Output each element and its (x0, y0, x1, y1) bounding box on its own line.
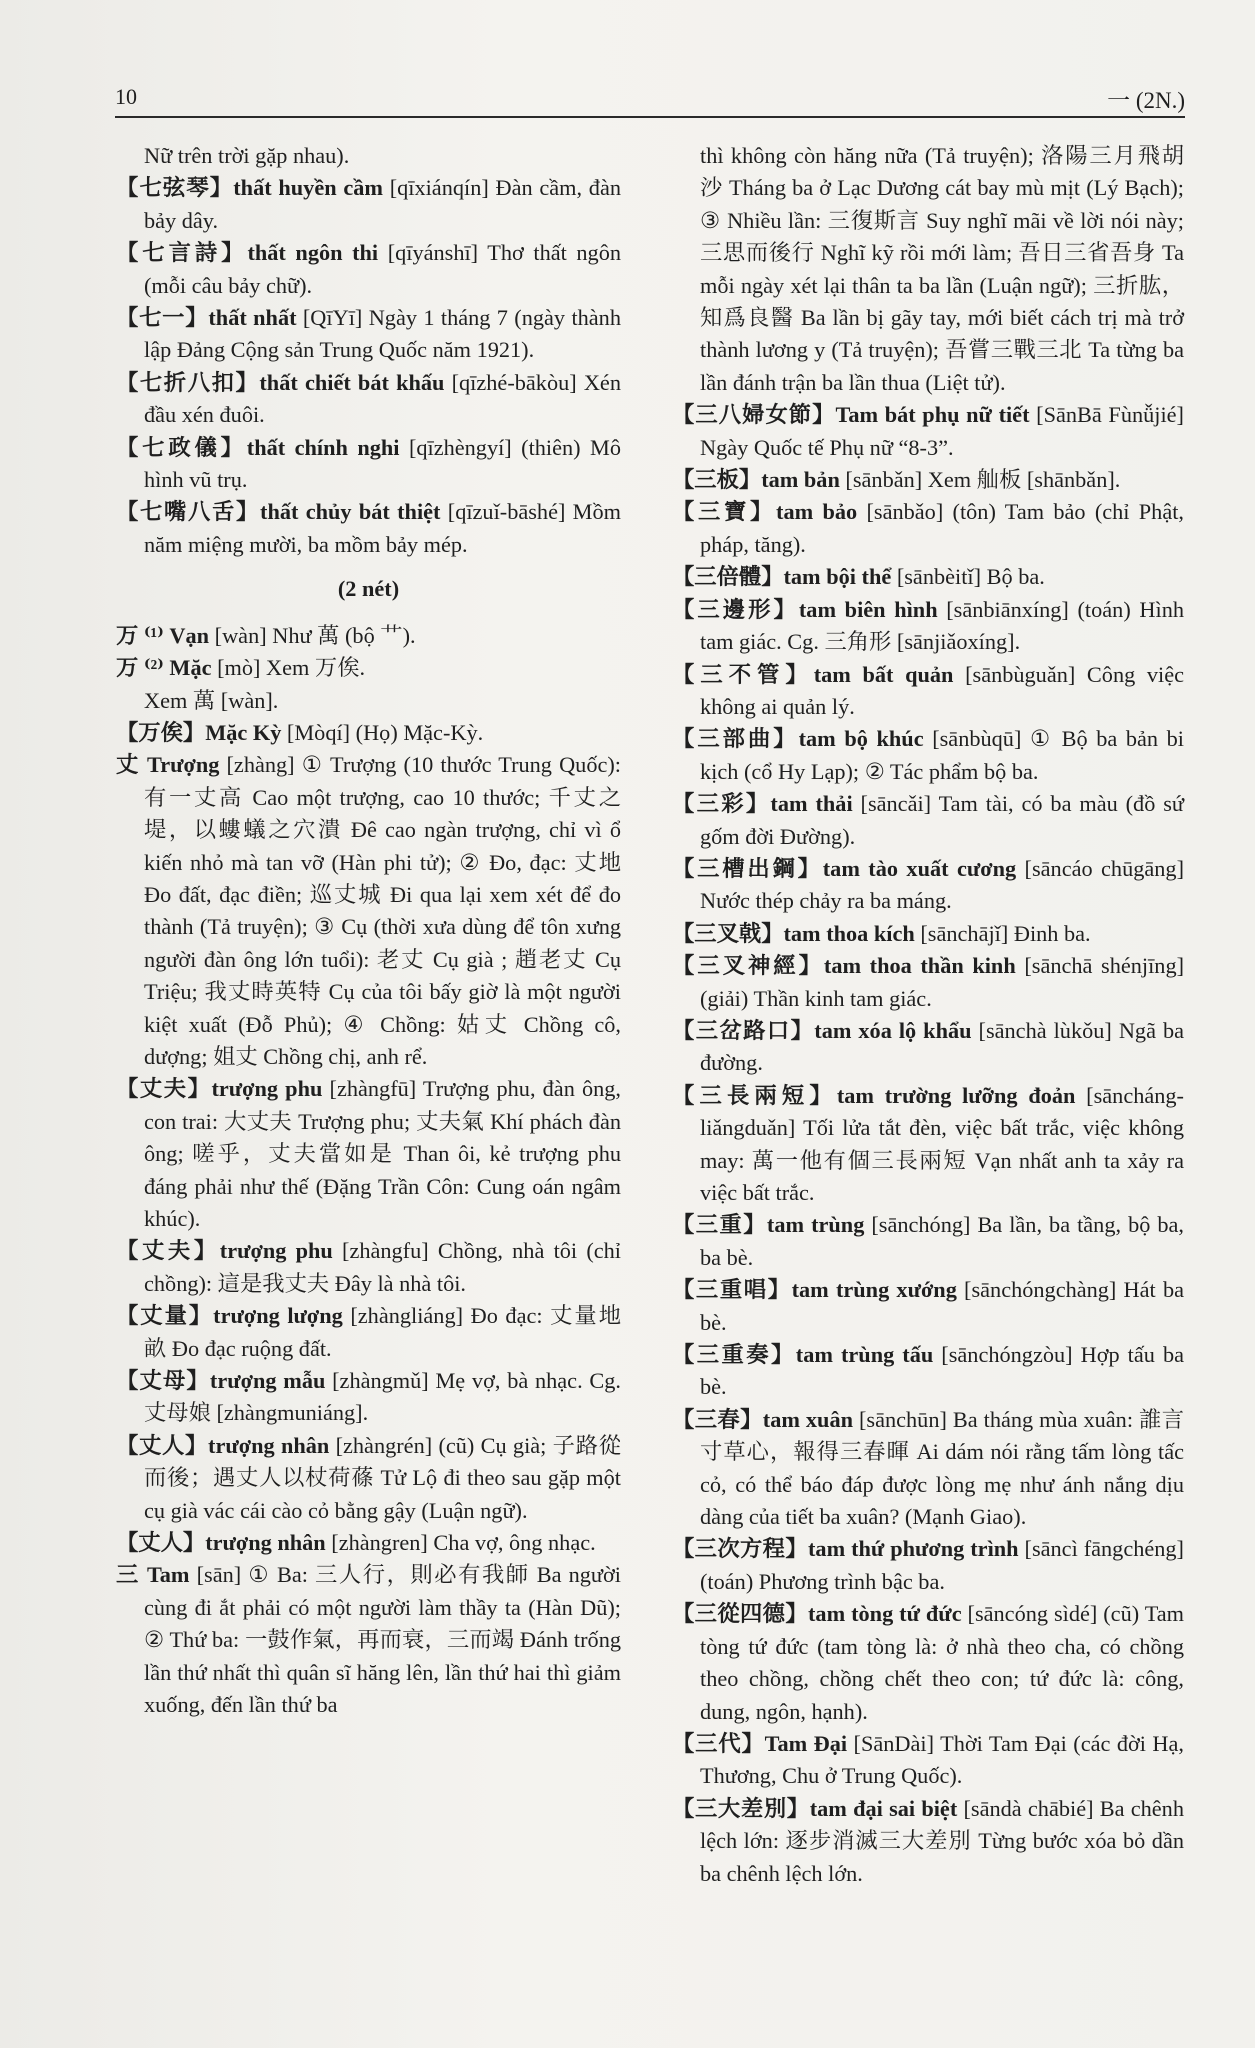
dictionary-entry (116, 140, 621, 172)
dictionary-entry (116, 1527, 621, 1559)
entry-definition: [sānbèitǐ] Bộ ba. (891, 564, 1045, 590)
entry-definition: [sānbùguǎn] Công việc không ai quản lý. (700, 661, 1185, 719)
entry-definition: [sānchūn] Ba tháng mùa xuân: 誰言寸草心，報得三春暉 Ai dám nói rằng tấm lòng tấc cỏ, có thể báo đáp được lòng mẹ như ánh nắng dịu dàng của tiết ba xuân? (Mạnh Giao). (700, 1406, 1184, 1530)
entry-headword: 【三長兩短】tam trường lưỡng đoản (672, 1082, 1076, 1108)
entry-headword: 【万俟】Mặc Kỳ (116, 719, 282, 745)
entry-definition: [qīzuǐ-bāshé] Mồm năm miệng mười, ba mồm bảy mép. (144, 499, 621, 557)
entry-headword: 【七政儀】thất chính nghi (116, 434, 400, 460)
dictionary-entry (116, 717, 621, 749)
entry-headword: 万 ⁽²⁾ Mặc (116, 655, 212, 681)
dictionary-entry (672, 594, 1184, 659)
entry-definition: [sāncháng-liǎngduǎn] Tối lửa tắt đèn, việc bất trắc, việc không may: 萬一他有個三長兩短 Vạn nhất anh ta xảy ra việc bất trắc. (700, 1082, 1184, 1205)
dictionary-entry (116, 1365, 621, 1430)
entry-definition: [sānbùqū] ① Bộ ba bản bi kịch (cổ Hy Lạp); ② Tác phẩm bộ ba. (700, 726, 1184, 784)
entry-definition: [sānbiānxíng] (toán) Hình tam giác. Cg. 三角形 [sānjiǎoxíng]. (700, 596, 1184, 655)
dictionary-entry (116, 172, 621, 237)
dictionary-entry (116, 1430, 621, 1527)
dictionary-entry (116, 496, 621, 561)
entry-headword: 【七一】thất nhất (116, 305, 297, 331)
entry-definition: [zhàngren] Cha vợ, ông nhạc. (325, 1530, 596, 1556)
dictionary-entry (672, 723, 1184, 788)
entry-headword: 【七嘴八舌】thất chủy bát thiệt (116, 499, 441, 525)
dictionary-entry (672, 464, 1184, 496)
entry-definition: [qīzhé-bākòu] Xén đầu xén đuôi. (144, 369, 621, 428)
dictionary-entry (672, 1598, 1184, 1728)
dictionary-entry (116, 1073, 621, 1235)
entry-headword: 【三邊形】tam biên hình (672, 596, 938, 622)
entry-definition: [zhàng] ① Trượng (10 thước Trung Quốc): 有一丈高 Cao một trượng, cao 10 thước; 千丈之堤，以螻蟻之穴潰 Đê cao ngàn trượng, chỉ vì ổ kiến nhỏ mà tan vỡ (Hàn phi tử); ② Đo, đạc: 丈地 Đo đất, đạc điền; 巡丈城 Đi qua lại xem xét để đo thành (Tả truyện); ③ Cụ (thời xưa dùng để tôn xưng người đàn ông lớn tuổi): 老丈 Cụ già ; 趙老丈 Cụ Triệu; 我丈時英特 Cụ của tôi bấy giờ là một người kiệt xuất (Đỗ Phủ); ④ Chồng: 姑丈 Chồng cô, dượng; 姐丈 Chồng chị, anh rể. (144, 752, 621, 1069)
entry-definition: [qīzhèngyí] (thiên) Mô hình vũ trụ. (144, 434, 622, 493)
dictionary-entry (116, 367, 621, 432)
entry-definition: [sānchā shénjīng] (giải) Thần kinh tam giác. (700, 953, 1185, 1011)
dictionary-entry (116, 620, 621, 652)
entry-definition: [qīyánshī] Thơ thất ngôn (mỗi câu bảy chữ). (144, 240, 621, 298)
entry-headword: 【丈夫】trượng phu (116, 1076, 323, 1102)
dictionary-entry (672, 1404, 1184, 1534)
entry-headword: 【三部曲】tam bộ khúc (672, 726, 924, 752)
entry-definition: [sānchóngchàng] Hát ba bè. (700, 1277, 1184, 1335)
entry-headword: 【七折八扣】thất chiết bát khấu (116, 369, 445, 395)
page-number: 10 (115, 84, 137, 109)
entry-definition: [Mòqí] (Họ) Mặc-Kỳ. (281, 719, 484, 745)
entry-definition: [sānbǎn] Xem 舢板 [shānbǎn]. (839, 467, 1121, 493)
entry-definition: [sāndà chābié] Ba chênh lệch lớn: 逐步消滅三大差別 Từng bước xóa bỏ dần ba chênh lệch lớn. (700, 1795, 1184, 1886)
dictionary-entry (116, 302, 621, 367)
dictionary-entry (116, 237, 621, 302)
entry-headword: 三 Tam (116, 1562, 190, 1588)
right-column (672, 140, 1184, 1890)
dictionary-entry (672, 1209, 1184, 1274)
entry-definition: [QīYī] Ngày 1 tháng 7 (ngày thành lập Đảng Cộng sản Trung Quốc năm 1921). (144, 305, 621, 363)
entry-headword: 【三春】tam xuân (672, 1406, 854, 1432)
dictionary-entry (672, 1793, 1184, 1890)
dictionary-entry (672, 1015, 1184, 1080)
entry-definition: [sānchóngzòu] Hợp tấu ba bè. (700, 1342, 1184, 1400)
left-column (116, 140, 621, 1722)
entry-headword: 【丈人】trượng nhân (116, 1530, 326, 1556)
entry-definition: [SānBā Fùnǚjié] Ngày Quốc tế Phụ nữ “8-3”. (700, 402, 1184, 460)
entry-headword: 万 ⁽¹⁾ Vạn (116, 622, 210, 648)
entry-headword: 【三重奏】tam trùng tấu (672, 1342, 934, 1368)
dictionary-entry (672, 1339, 1184, 1404)
entry-headword: 丈 Trượng (116, 752, 220, 778)
dictionary-entry (672, 659, 1184, 724)
section-heading: (2 nét) (337, 576, 400, 602)
page-header (115, 78, 1185, 116)
dictionary-entry (116, 1559, 621, 1721)
entry-headword: 【三叉神經】tam thoa thần kinh (672, 953, 1016, 979)
entry-definition: [zhàngfu] Chồng, nhà tôi (chỉ chồng): 這是我丈夫 Đây là nhà tôi. (144, 1238, 621, 1296)
dictionary-entry (672, 1533, 1184, 1598)
entry-headword: 【三重唱】tam trùng xướng (672, 1277, 957, 1303)
entry-headword: 【七弦琴】thất huyền cầm (116, 175, 383, 201)
dictionary-entry (672, 561, 1184, 593)
entry-definition: Nữ trên trời gặp nhau). (144, 143, 350, 168)
entry-headword: 【三叉戟】tam thoa kích (672, 920, 915, 946)
entry-definition: [zhàngmǔ] Mẹ vợ, bà nhạc. Cg. 丈母娘 [zhàngmuniáng]. (144, 1368, 621, 1426)
entry-definition: [sān] ① Ba: 三人行，則必有我師 Ba người cùng đi ắt phải có một người làm thầy ta (Hàn Dũ); ② Thứ ba: 一鼓作氣，再而衰，三而竭 Đánh trống lần thứ nhất thì quân sĩ hăng lên, lần thứ hai thì giảm xuống, đến lần thứ ba (144, 1562, 622, 1718)
dictionary-entry (672, 1274, 1184, 1339)
dictionary-entry (116, 1300, 621, 1365)
entry-definition: [sāncì fāngchéng](toán) Phương trình bậc ba. (700, 1536, 1184, 1594)
entry-definition: [sānchājǐ] Đinh ba. (914, 920, 1091, 946)
entry-headword: 【三八婦女節】Tam bát phụ nữ tiết (672, 402, 1030, 428)
entry-definition: [sānchà lùkǒu] Ngã ba đường. (700, 1017, 1185, 1076)
entry-definition: [sānbǎo] (tôn) Tam bảo (chỉ Phật, pháp, tăng). (700, 499, 1184, 557)
entry-headword: 【七言詩】thất ngôn thi (116, 240, 379, 266)
entry-definition: [zhàngrén] (cũ) Cụ già; 子路從而後；遇丈人以杖荷蓧 Tử Lộ đi theo sau gặp một cụ già vác cái cào cỏ bằng gậy (Luận ngữ). (144, 1432, 621, 1523)
entry-definition: [sāncǎi] Tam tài, có ba màu (đồ sứ gốm đời Đường). (700, 791, 1185, 849)
entry-headword: 【三不管】tam bất quản (672, 661, 954, 687)
entry-headword: 【三岔路口】tam xóa lộ khẩu (672, 1017, 972, 1043)
entry-definition: [qīxiánqín] Đàn cầm, đàn bảy dây. (144, 175, 621, 233)
dictionary-entry (672, 140, 1184, 399)
entry-headword: 【三寶】tam bảo (672, 499, 858, 525)
entry-definition: thì không còn hăng nữa (Tả truyện); 洛陽三月飛胡沙 Tháng ba ở Lạc Dương cát bay mù mịt (Lý Bạch); ③ Nhiều lần: 三復斯言 Suy nghĩ mãi về lời nói này; 三思而後行 Nghĩ kỹ rồi mới làm; 吾日三省吾身 Ta mỗi ngày xét lại thân ta ba lần (Luận ngữ); 三折肱，知爲良醫 Ba lần bị gãy tay, mới biết cách trị mà trở thành lương y (Tả truyện); 吾嘗三戰三北 Ta từng ba lần đánh trận ba lần thua (Liệt tử). (700, 143, 1184, 395)
header-rule (115, 116, 1185, 118)
dictionary-entry (116, 432, 621, 497)
dictionary-entry (672, 399, 1184, 464)
dictionary-entry (116, 685, 621, 717)
entry-headword: 【三從四德】tam tòng tứ đức (672, 1601, 962, 1627)
entry-headword: 【三槽出鋼】tam tào xuất cương (672, 855, 1017, 881)
entry-definition: [sāncóng sìdé] (cũ) Tam tòng tứ đức (tam tòng là: ở nhà theo cha, có chồng theo chồng, chồng chết theo con; tứ đức là: công, dung, ngôn, hạnh). (700, 1601, 1184, 1724)
entry-definition: [SānDài] Thời Tam Đại (các đời Hạ, Thương, Chu ở Trung Quốc). (700, 1730, 1184, 1789)
entry-headword: 【三重】tam trùng (672, 1212, 865, 1238)
entry-headword: 【丈量】trượng lượng (116, 1303, 343, 1329)
entry-definition: [sānchóng] Ba lần, ba tầng, bộ ba, ba bè. (700, 1212, 1184, 1270)
entry-headword: 【三大差別】tam đại sai biệt (672, 1795, 958, 1821)
dictionary-entry (672, 918, 1184, 950)
dictionary-entry (116, 749, 621, 1073)
dictionary-entry (672, 1080, 1184, 1210)
entry-headword: 【三彩】tam thải (672, 791, 853, 817)
running-head: 一 (2N.) (1107, 88, 1185, 113)
dictionary-entry (672, 788, 1184, 853)
dictionary-entry (672, 950, 1184, 1015)
entry-definition: [zhàngfū] Trượng phu, đàn ông, con trai: 大丈夫 Trượng phu; 丈夫氣 Khí phách đàn ông; 嗟乎，丈夫當如是 Than ôi, kẻ trượng phu đáng phải như thế (Đặng Trần Côn: Cung oán ngâm khúc). (144, 1076, 622, 1231)
entry-headword: 【三代】Tam Đại (672, 1730, 848, 1756)
entry-definition: [mò] Xem 万俟. (211, 655, 366, 681)
entry-headword: 【三次方程】tam thứ phương trình (672, 1536, 1019, 1562)
entry-definition: Xem 萬 [wàn]. (144, 687, 279, 713)
entry-headword: 【丈母】trượng mẫu (116, 1368, 326, 1394)
entry-headword: 【三倍體】tam bội thể (672, 564, 892, 590)
entry-headword: 【丈人】trượng nhân (116, 1432, 330, 1458)
entry-headword: 【三板】tam bản (672, 467, 840, 493)
entry-definition: [wàn] Như 萬 (bộ 艹). (209, 622, 416, 648)
dictionary-entry (116, 652, 621, 684)
dictionary-entry (672, 853, 1184, 918)
entry-headword: 【丈夫】trượng phu (116, 1238, 333, 1264)
dictionary-entry (672, 1728, 1184, 1793)
dictionary-entry (116, 1235, 621, 1300)
entry-definition: [sāncáo chūgāng] Nước thép chảy ra ba máng. (700, 855, 1184, 914)
entry-definition: [zhàngliáng] Đo đạc: 丈量地畝 Đo đạc ruộng đất. (144, 1303, 621, 1361)
dictionary-entry (672, 496, 1184, 561)
